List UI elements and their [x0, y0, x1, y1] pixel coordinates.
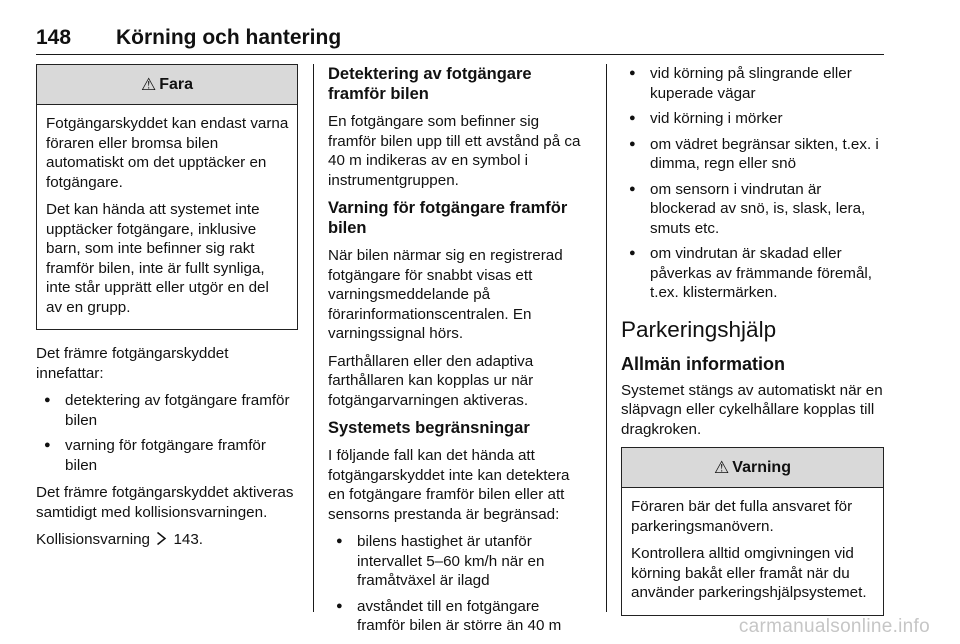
warning-box-title: Varning	[732, 458, 791, 476]
warning-box-body	[622, 488, 883, 615]
column-divider	[606, 64, 607, 612]
warning-paragraph: Kontrollera alltid omgivningen vid körning bakåt eller framåt när du använder parkeringshjälpsystemet.	[631, 545, 867, 601]
list-item: ● vid körning i mörker	[621, 109, 884, 129]
page-header	[36, 24, 884, 55]
section-heading: Detektering av fotgängare framför bilen	[328, 65, 532, 103]
column-1	[36, 64, 298, 560]
warning-box-header	[622, 448, 883, 488]
danger-paragraph: Fotgängarskyddet kan endast varna föraren eller bromsa bilen automatiskt om det upptäcker en fotgängare.	[46, 115, 289, 191]
list-item: ● om sensorn i vindrutan är blockerad av snö, is, slask, lera, smuts etc.	[621, 180, 884, 239]
body-paragraph: Systemet stängs av automatiskt när en släpvagn eller cykelhållare kopplas till dragkroken.	[621, 381, 883, 438]
xref-label: Kollisionsvarning	[36, 531, 150, 548]
cross-reference	[36, 530, 298, 552]
intro-text: Det främre fotgängarskyddet innefattar:	[36, 345, 229, 382]
warning-triangle-icon: ⚠	[140, 74, 157, 94]
danger-paragraph: Det kan hända att systemet inte upptäcker fotgängare, inklusive barn, som inte befinner sig rakt framför bilen, inte är fullt synliga, inte står upprätt eller utgör en del av en grupp.	[46, 201, 269, 316]
limitation-list	[328, 532, 590, 636]
danger-box-header	[37, 65, 297, 105]
list-item: ● varning för fotgängare framför bilen	[36, 436, 298, 475]
list-item: ● om vindrutan är skadad eller påverkas av främmande föremål, t.ex. klistermärken.	[621, 244, 884, 303]
feature-list	[36, 391, 298, 475]
danger-box	[36, 64, 298, 330]
xref-arrow-icon	[156, 531, 167, 552]
warning-triangle-icon: ⚠	[714, 457, 730, 477]
column-2	[328, 64, 590, 644]
chapter-title: Körning och hantering	[116, 26, 342, 49]
body-paragraph: När bilen närmar sig en registrerad fotgängare för snabbt visas ett varningsmeddelande på förarinformationscentralen. En varningssignal hörs.	[328, 247, 563, 342]
danger-box-title: Fara	[159, 75, 194, 93]
xref-page: 143.	[173, 531, 203, 548]
list-item: ● avståndet till en fotgängare framför bilen är större än 40 m	[328, 597, 590, 636]
watermark: carmanualsonline.info	[738, 616, 930, 637]
list-item: ● detektering av fotgängare framför bilen	[36, 391, 298, 430]
limitation-list-continued	[621, 64, 884, 303]
subsection-title: Allmän information	[621, 353, 786, 374]
warning-paragraph: Föraren bär det fulla ansvaret för parkeringsmanövern.	[631, 498, 853, 535]
column-divider	[313, 64, 314, 612]
page-number: 148	[36, 26, 72, 49]
activation-text: Det främre fotgängarskyddet aktiveras samtidigt med kollisionsvarningen.	[36, 484, 294, 521]
list-item: ● bilens hastighet är utanför intervallet 5–60 km/h när en framåtväxel är ilagd	[328, 532, 590, 591]
danger-box-body	[37, 105, 297, 329]
list-item: ● vid körning på slingrande eller kuperade vägar	[621, 64, 884, 103]
section-heading: Varning för fotgängare framför bilen	[328, 199, 568, 237]
column-3	[621, 64, 884, 630]
body-paragraph: Farthållaren eller den adaptiva farthållaren kan kopplas ur när fotgängarvarningen aktiveras.	[328, 352, 534, 409]
section-heading: Systemets begränsningar	[328, 419, 530, 437]
warning-box	[621, 447, 884, 616]
list-item: ● om vädret begränsar sikten, t.ex. i dimma, regn eller snö	[621, 135, 884, 174]
body-paragraph: En fotgängare som befinner sig framför bilen upp till ett avstånd på ca 40 m indikeras av en symbol i instrumentgruppen.	[328, 113, 581, 189]
section-title: Parkeringshjälp	[621, 316, 777, 342]
body-paragraph: I följande fall kan det hända att fotgängarskyddet inte kan detektera en fotgängare framför bilen eller att sensorns prestanda är begränsad:	[328, 447, 570, 523]
